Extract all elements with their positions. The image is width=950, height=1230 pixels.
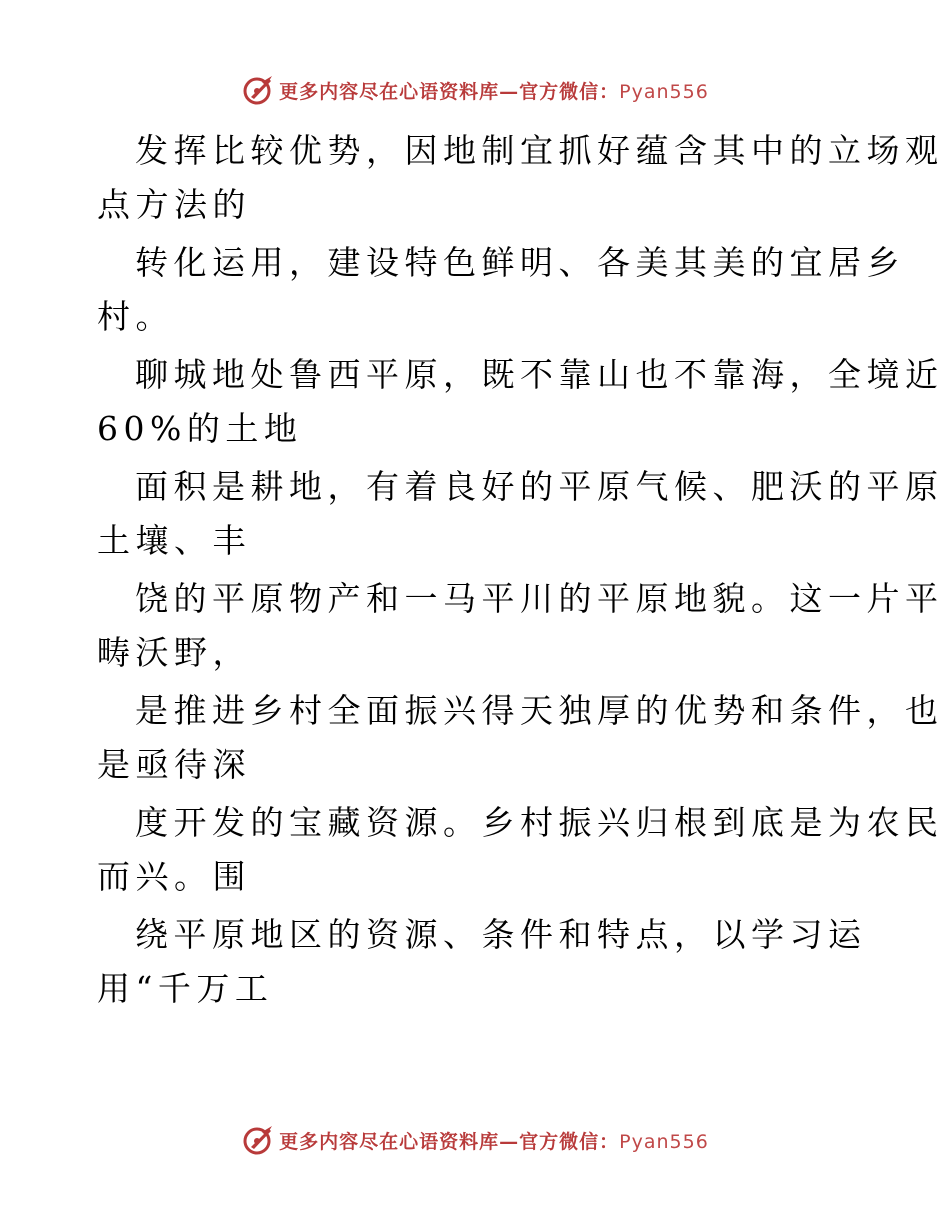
body-text: [97, 124, 944, 1016]
quill-pen-circle-icon: [241, 73, 275, 107]
header-banner: [0, 70, 950, 110]
paragraph-line-wrap: 而兴。围: [97, 857, 251, 896]
paragraph-line: 度开发的宝藏资源。乡村振兴归根到底是为农民: [135, 803, 944, 842]
paragraph-line-wrap: 60%的土地: [97, 409, 303, 448]
paragraph-line: 发挥比较优势，因地制宜抓好蕴含其中的立场观: [135, 131, 944, 170]
paragraph-line: 转化运用，建设特色鲜明、各美其美的宜居乡: [135, 243, 905, 282]
footer-banner: [0, 1120, 950, 1160]
banner-text-cn: 更多内容尽在心语资料库—官方微信：: [279, 80, 620, 103]
quill-pen-circle-icon: [241, 1123, 275, 1157]
banner-wechat-id: Pyan556: [619, 80, 709, 103]
paragraph-line-wrap: 用“千万工: [97, 969, 274, 1008]
banner-label: [279, 77, 709, 104]
paragraph-line: 饶的平原物产和一马平川的平原地貌。这一片平: [135, 579, 944, 618]
paragraph-line-wrap: 村。: [97, 297, 174, 336]
paragraph-line-wrap: 畴沃野，: [97, 633, 251, 672]
paragraph-line: 绕平原地区的资源、条件和特点，以学习运: [135, 915, 867, 954]
paragraph-line: 聊城地处鲁西平原，既不靠山也不靠海，全境近: [135, 355, 944, 394]
paragraph-line: 是推进乡村全面振兴得天独厚的优势和条件，也: [135, 691, 944, 730]
banner-wechat-id: Pyan556: [619, 1130, 709, 1153]
paragraph-line-wrap: 土壤、丰: [97, 521, 251, 560]
paragraph-line: 面积是耕地，有着良好的平原气候、肥沃的平原: [135, 467, 944, 506]
banner-text-cn: 更多内容尽在心语资料库—官方微信：: [279, 1130, 620, 1153]
banner-label: [279, 1127, 709, 1154]
paragraph-line-wrap: 是亟待深: [97, 745, 251, 784]
paragraph-line-wrap: 点方法的: [97, 185, 251, 224]
